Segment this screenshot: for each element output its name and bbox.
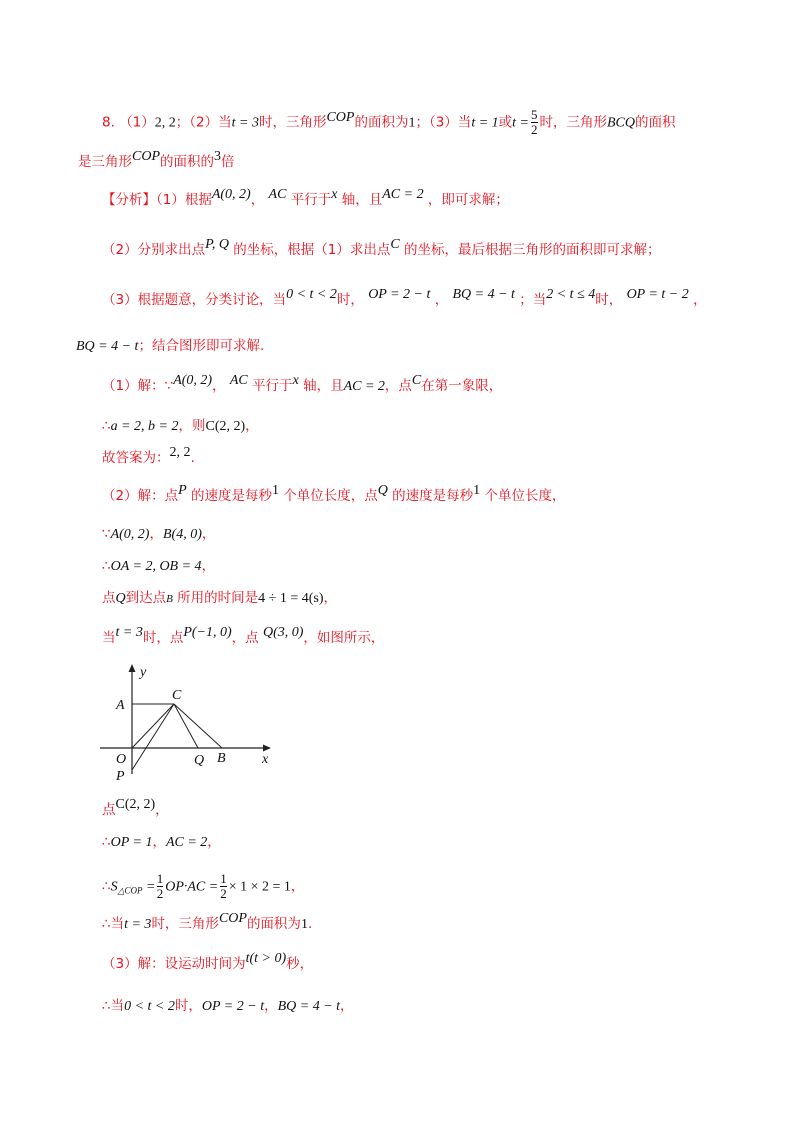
solution-1-answer: 故答案为：2, 2. xyxy=(102,445,195,466)
analysis-line-2: （2）分别求出点P, Q 的坐标，根据（1）求出点C 的坐标，最后根据三角形的面积即可求解； xyxy=(102,237,661,258)
analysis-line-4: BQ = 4 − t；结合图形即可求解. xyxy=(76,338,265,354)
solution-1-line: （1）解：∵A(0, 2)， AC 平行于x 轴，且AC = 2，点C在第一象限， xyxy=(102,373,503,394)
solution-3-setup: （3）解：设运动时间为t(t > 0)秒， xyxy=(102,951,314,972)
solution-2-conclusion: ∴当t = 3时，三角形COP的面积为1. xyxy=(102,911,313,932)
fraction-5-2: $\frac{5}{2}$ xyxy=(531,107,538,137)
segment-CO xyxy=(132,704,174,748)
solution-2-positions: 当t = 3时，点P(−1, 0)，点 Q(3, 0)，如图所示， xyxy=(102,625,385,646)
solution-2-point-C: 点C(2, 2)， xyxy=(102,797,169,818)
solution-2-points: ∵A(0, 2)，B(4, 0)， xyxy=(102,526,216,542)
label-P: P xyxy=(116,769,125,782)
analysis-line-3: （3）根据题意，分类讨论，当0 < t < 2时， OP = 2 − t ， BQ = 4 − t ；当2 < t ≤ 4时， OP = t − 2 ， xyxy=(102,287,707,308)
solution-1-result: ∴a = 2, b = 2，则C(2, 2)， xyxy=(102,418,259,434)
segment-CB xyxy=(174,704,222,748)
fraction-1-2-second: $\frac{1}{2}$ xyxy=(220,871,227,901)
label-B: B xyxy=(217,751,226,766)
label-y: y xyxy=(140,665,147,680)
question-number: 8. xyxy=(102,114,115,131)
label-Q: Q xyxy=(194,753,205,768)
fraction-1-2: $\frac{1}{2}$ xyxy=(156,871,164,901)
coordinate-diagram xyxy=(96,662,281,782)
analysis-line-1: 【分析】（1）根据A(0, 2)， AC 平行于x 轴，且AC = 2 ，即可求解； xyxy=(102,187,509,208)
label-C: C xyxy=(172,688,182,703)
solution-2-lengths: ∴OA = 2, OB = 4， xyxy=(102,558,216,574)
solution-2-time: 点Q到达点B 所用的时间是4 ÷ 1 = 4(s)， xyxy=(102,590,338,606)
answer-line-1: 8. （1）2, 2；（2）当t = 3时，三角形COP的面积为1；（3）当t = 1或t = $\frac{5}{2}$ 时，三角形BCQ的面积 xyxy=(102,107,676,137)
segment-CP xyxy=(132,704,174,770)
solution-2-op-ac: ∴OP = 1，AC = 2， xyxy=(102,834,221,850)
segment-CQ xyxy=(174,704,198,748)
solution-2-area-formula: $\therefore S_{\triangle COP}$ = $\frac{1}{2}$ OP·AC = $\frac{1}{2}$ × 1 × 2 = 1， xyxy=(102,871,305,901)
y-axis-arrow xyxy=(129,664,136,672)
label-A: A xyxy=(116,698,125,713)
answer-line-2: 是三角形COP的面积的3倍 xyxy=(78,149,235,170)
solution-2-speed: （2）解：点P 的速度是每秒1 个单位长度，点Q 的速度是每秒1 个单位长度， xyxy=(102,483,566,504)
label-x: x xyxy=(262,752,269,767)
solution-3-case-1: ∴当0 < t < 2时，OP = 2 − t，BQ = 4 − t， xyxy=(102,998,354,1014)
x-axis-arrow xyxy=(263,745,271,752)
analysis-tag: 【分析】 xyxy=(102,192,156,208)
label-O: O xyxy=(116,752,127,767)
